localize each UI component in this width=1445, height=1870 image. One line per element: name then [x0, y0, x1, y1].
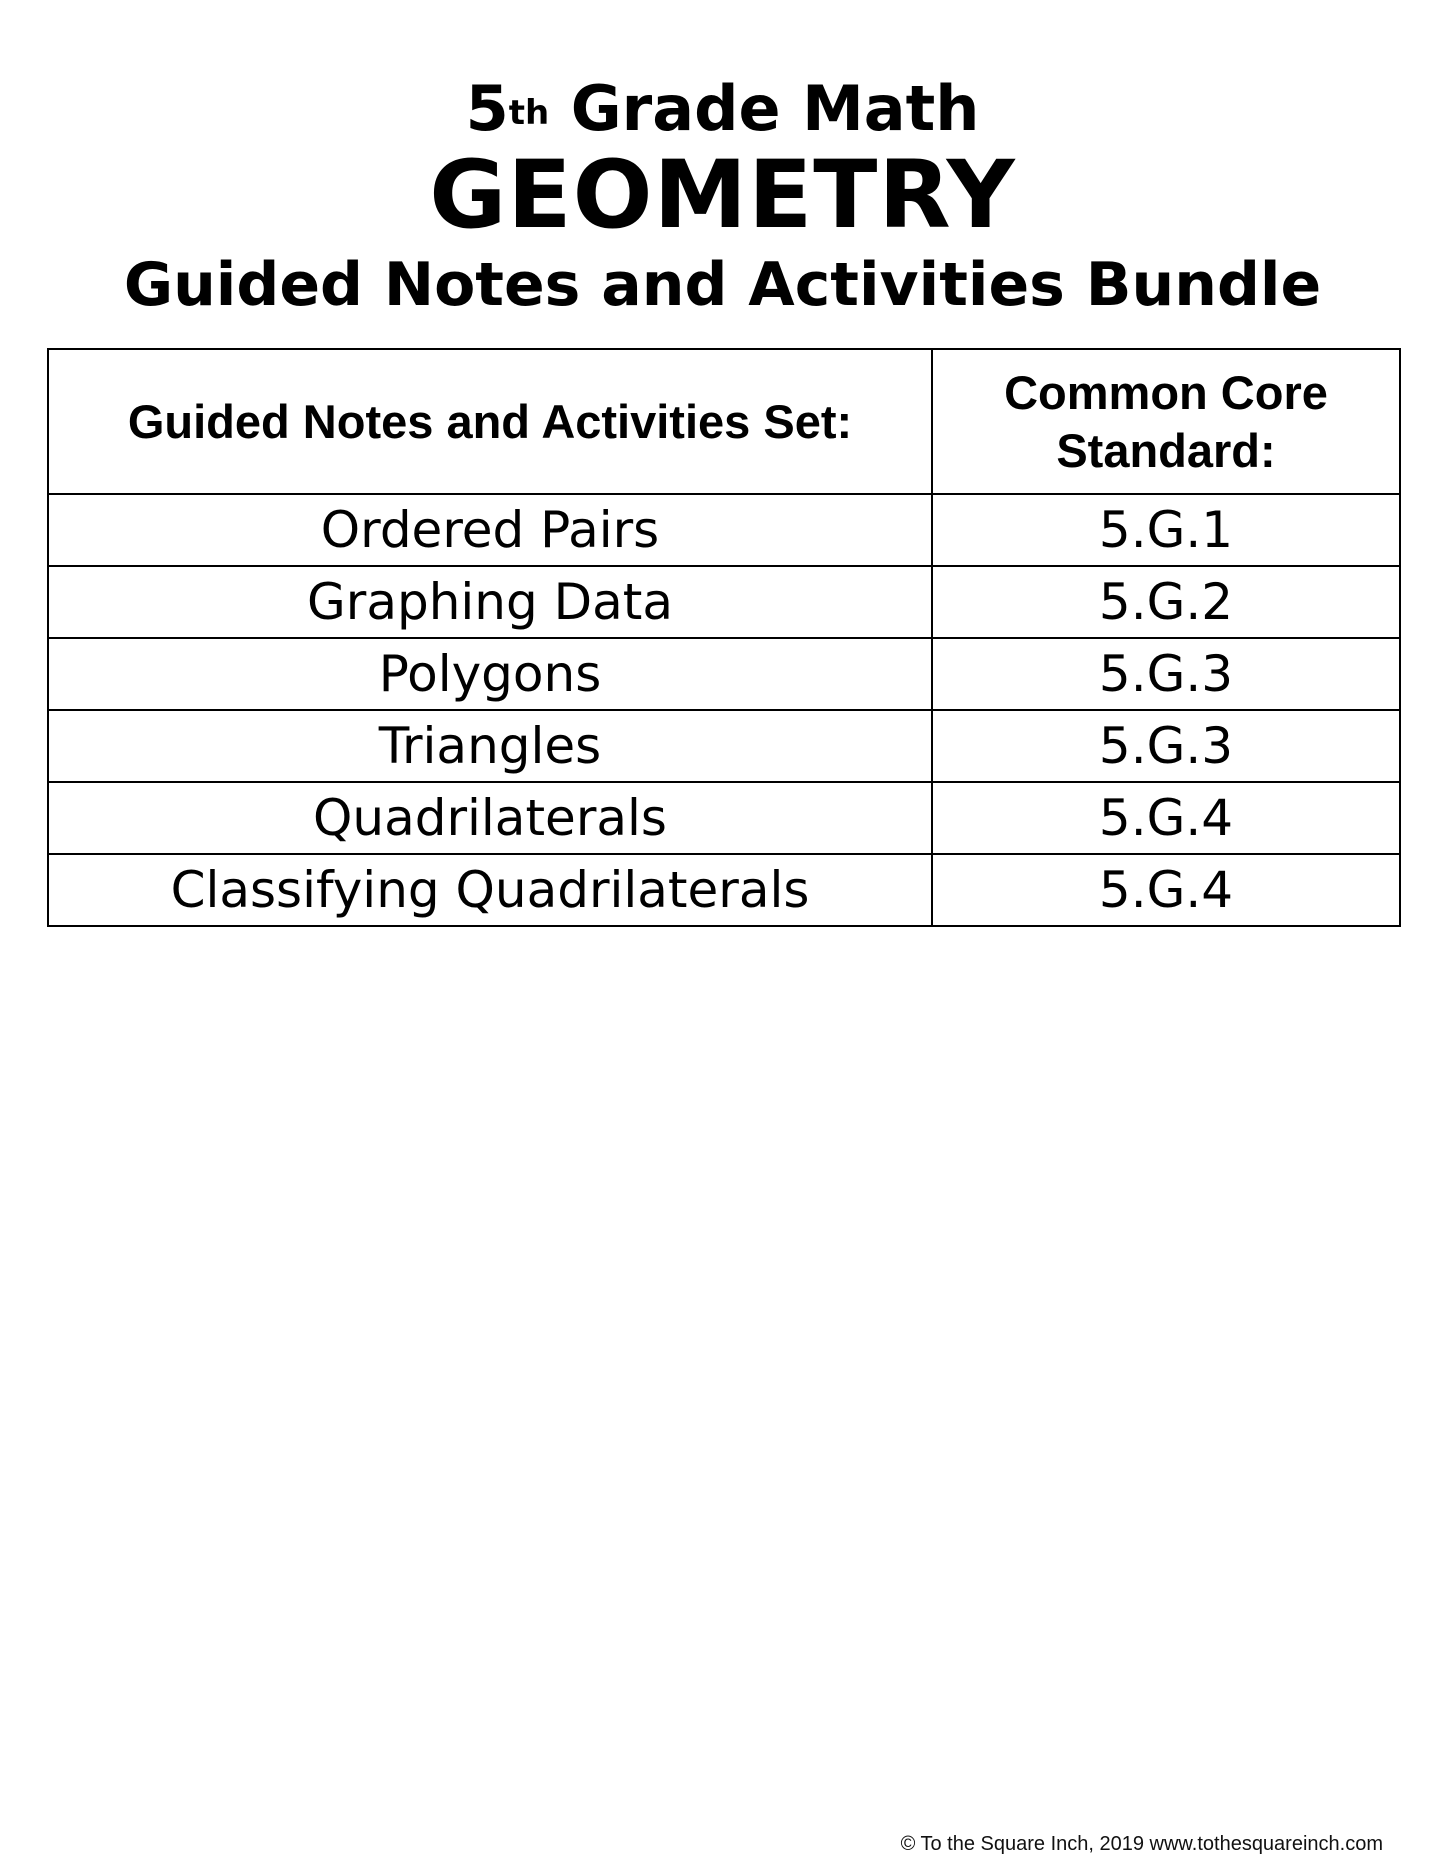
set-cell: Triangles	[48, 710, 932, 782]
standards-table	[47, 348, 1401, 927]
standard-cell: 5.G.4	[932, 782, 1400, 854]
table-header-row	[48, 349, 1400, 494]
table-row	[48, 854, 1400, 926]
set-cell: Classifying Quadrilaterals	[48, 854, 932, 926]
table-row	[48, 566, 1400, 638]
grade-suffix: th	[508, 93, 550, 133]
header-set: Guided Notes and Activities Set:	[48, 349, 932, 494]
table-row	[48, 494, 1400, 566]
set-cell: Graphing Data	[48, 566, 932, 638]
table-row	[48, 638, 1400, 710]
subject-title: GEOMETRY	[429, 141, 1016, 250]
standard-cell: 5.G.2	[932, 566, 1400, 638]
table-row	[48, 782, 1400, 854]
table-row	[48, 710, 1400, 782]
page-title-block	[0, 70, 1445, 324]
bundle-title: Guided Notes and Activities Bundle	[123, 250, 1322, 320]
standards-table-container	[47, 348, 1399, 927]
set-cell: Polygons	[48, 638, 932, 710]
standard-cell: 5.G.1	[932, 494, 1400, 566]
header-standard: Common Core Standard:	[932, 349, 1400, 494]
standard-cell: 5.G.3	[932, 638, 1400, 710]
standard-cell: 5.G.3	[932, 710, 1400, 782]
set-cell: Quadrilaterals	[48, 782, 932, 854]
grade-rest: Grade Math	[549, 72, 980, 145]
standard-cell: 5.G.4	[932, 854, 1400, 926]
copyright-footer: © To the Square Inch, 2019 www.tothesquareinch.com	[900, 1833, 1383, 1855]
grade-number: 5	[465, 72, 509, 145]
grade-title	[0, 70, 1445, 148]
set-cell: Ordered Pairs	[48, 494, 932, 566]
